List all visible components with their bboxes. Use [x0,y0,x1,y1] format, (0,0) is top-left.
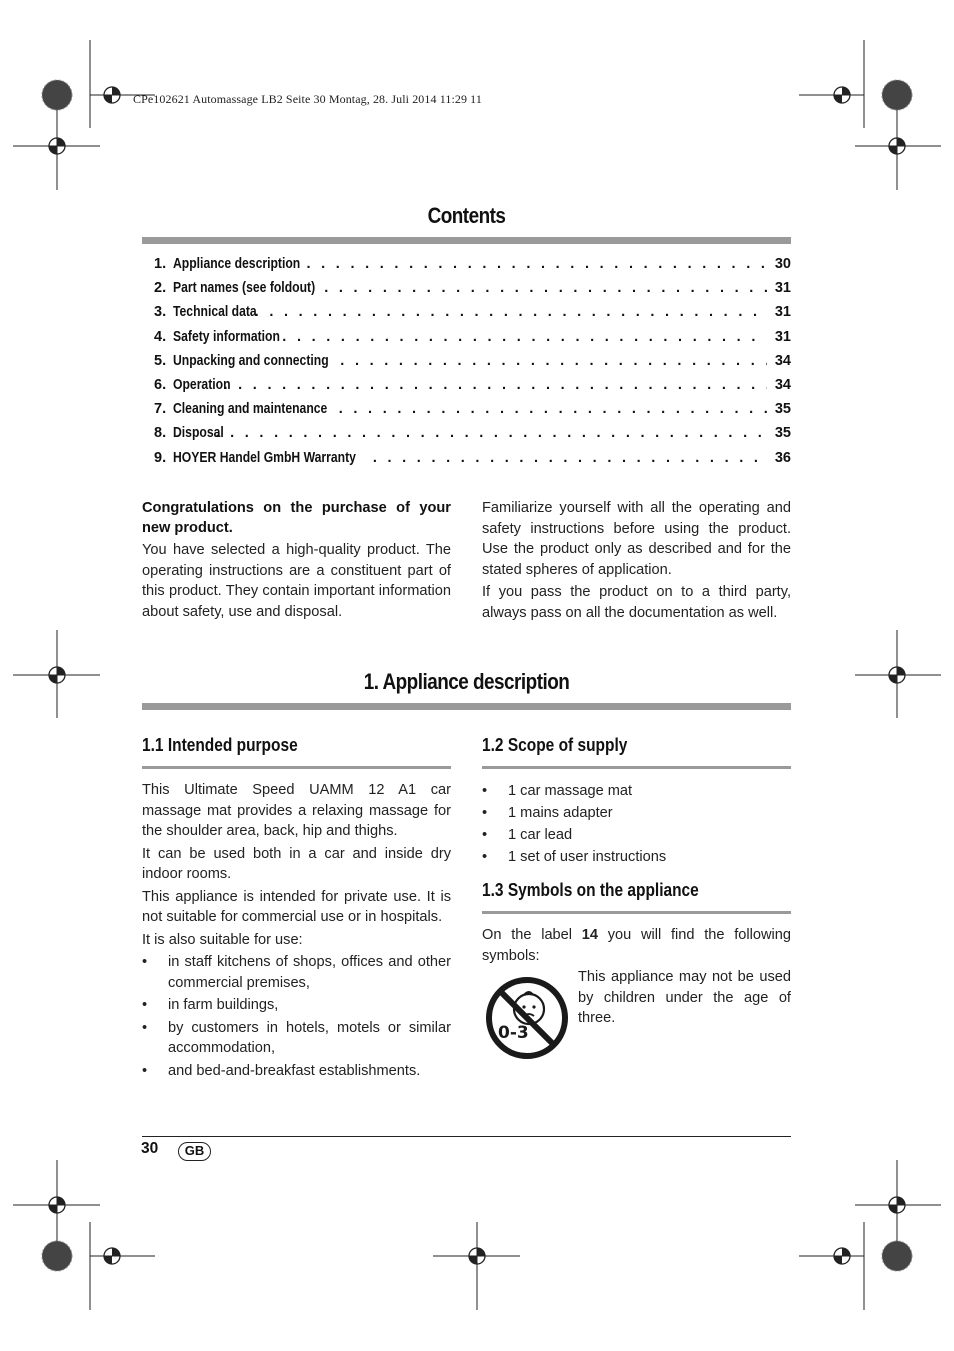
toc-label: Technical data [173,304,257,321]
list-item-text: by customers in hotels, motels or similar accommodation, [168,1019,451,1056]
intro-right-paragraph-1: Familiarize yourself with all the operating and safety instructions before using the product. Use the product only as described and for the stated spheres of application. [482,500,791,578]
toc-page: 35 [774,401,791,418]
symbol-caption: This appliance may not be used by children under the age of three. [578,969,791,1026]
list-item-text: 1 set of user instructions [508,849,667,865]
toc-page: 36 [774,449,791,466]
subsection-rule [142,766,451,769]
toc-leader-dots [282,329,767,345]
toc-leader-dots [215,425,767,441]
toc-entry[interactable] [154,280,791,304]
toc-label: Operation [173,376,231,393]
subsection-rule [482,766,791,769]
toc-number: 9. [154,449,167,466]
toc-label: Safety information [173,328,280,345]
toc-label: Cleaning and maintenance [173,401,328,418]
toc-number: 4. [154,328,167,345]
list-item [482,846,791,868]
toc-label: Unpacking and connecting [173,352,329,369]
toc-page: 31 [774,280,791,297]
toc-leader-dots [340,353,767,369]
toc-page: 31 [774,328,791,345]
bullet-icon: • [482,849,488,865]
toc-leader-dots [255,304,767,320]
toc-leader-dots [324,280,767,296]
bullet-icon: • [142,954,148,970]
contents-title: Contents [427,203,506,228]
toc-label: Part names (see foldout) [173,280,316,297]
toc-number: 1. [154,256,167,272]
label-reference: 14 [581,927,598,943]
list-item-text: 1 car massage mat [508,783,633,799]
toc-page: 35 [774,425,791,442]
toc-entry[interactable] [154,425,791,449]
toc-leader-dots [223,377,767,393]
list-item [142,952,451,993]
toc-page: 31 [774,304,791,321]
toc-label: HOYER Handel GmbH Warranty [173,449,356,466]
toc-page: 34 [774,352,791,369]
toc-leader-dots [306,256,767,272]
section-title-appliance-description: 1. Appliance description [363,669,570,694]
intro-right-column [482,498,791,623]
page-number: 30 [141,1140,159,1157]
toc-number: 3. [154,304,167,321]
list-item-text: in farm buildings, [168,997,279,1013]
language-badge: GB [178,1142,211,1161]
list-item [482,802,791,824]
no-children-under-three-icon [484,975,570,1061]
toc-number: 6. [154,376,167,393]
symbols-intro-text [482,925,791,966]
intro-right-paragraph-2: If you pass the product on to a third party, always pass on all the documentation as well. [482,584,791,621]
list-item [482,780,791,802]
toc-leader-dots [339,401,767,417]
print-info-line: CPe102621 Automassage LB2 Seite 30 Montag, 28. Juli 2014 11:29 11 [133,92,482,106]
subsection-rule [482,911,791,914]
bullet-icon: • [482,783,488,799]
toc-entry[interactable] [154,256,791,280]
toc-leader-dots [373,450,767,466]
list-item-text: in staff kitchens of shops, offices and other commercial premises, [168,954,451,991]
list-item [482,824,791,846]
toc-label: Disposal [173,425,224,442]
list-item [142,1061,451,1082]
bullet-icon: • [482,827,488,843]
toc-number: 7. [154,401,167,418]
symbols-text-after: you will find the following symbols: [482,927,792,964]
subsection-heading-intended-purpose: 1.1 Intended purpose [142,735,298,755]
subsection-heading-scope-of-supply: 1.2 Scope of supply [482,735,628,755]
toc-entry[interactable] [154,450,791,474]
intro-heading: Congratulations on the purchase of your new product. [142,500,451,536]
toc-entry[interactable] [154,304,791,328]
intro-left-column [142,498,451,622]
intended-paragraph-1: This Ultimate Speed UAMM 12 A1 car massage mat provides a relaxing massage for the shoulder area, back, hip and thighs. [142,782,451,839]
list-item-text: and bed-and-breakfast establishments. [168,1062,421,1079]
list-item-text: 1 mains adapter [508,805,613,821]
bullet-icon: • [142,1019,148,1036]
toc-number: 2. [154,280,167,297]
scope-of-supply-list [482,780,791,868]
toc-entry[interactable] [154,377,791,401]
footer-rule [142,1136,791,1137]
intended-paragraph-4: It is also suitable for use: [142,931,303,948]
intended-paragraph-2: It can be used both in a car and inside dry indoor rooms. [142,845,451,882]
subsection-heading-symbols: 1.3 Symbols on the appliance [482,880,699,900]
section-rule [142,703,791,710]
list-item [142,1018,451,1059]
list-item [142,995,451,1016]
bullet-icon: • [142,997,148,1013]
symbols-intro [482,925,791,966]
toc-entry[interactable] [154,353,791,377]
toc-page: 30 [774,256,791,272]
symbols-text-before: On the label [482,927,582,943]
toc-number: 5. [154,352,167,369]
intended-paragraph-3: This appliance is intended for private use. It is not suitable for commercial use or in hospitals. [142,888,451,925]
toc-label: Appliance description [173,256,301,272]
table-of-contents [154,256,791,474]
toc-entry[interactable] [154,329,791,353]
intended-purpose-column [142,780,451,1081]
age-label: 0-3 [498,1023,529,1043]
list-item-text: 1 car lead [508,827,573,843]
toc-page: 34 [774,376,791,393]
contents-rule [142,237,791,244]
toc-entry[interactable] [154,401,791,425]
bullet-icon: • [482,805,488,821]
intro-left-text: You have selected a high-quality product. The operating instructions are a constituent part of this product. They contain important information about safety, use and disposal. [142,542,451,620]
bullet-icon: • [142,1062,148,1079]
toc-number: 8. [154,425,167,442]
